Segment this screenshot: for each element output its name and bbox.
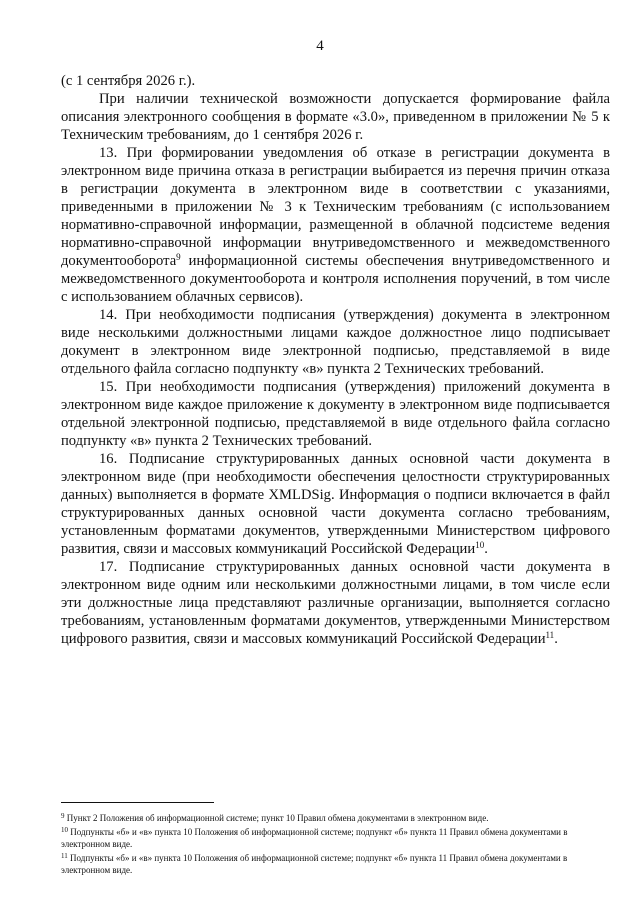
paragraph-17-end: .	[554, 631, 558, 647]
lead-line: (с 1 сентября 2026 г.).	[61, 73, 196, 89]
paragraph-16-text: 16. Подписание структурированных данных основной части документа в электронном виде (при необходимости обеспечения целостности структурированных данных) выполняется в формате XMLDSig. Информация о подписи включается в файл структурированных данных основной части документа согласно требованиям, установленным форматами документов, утвержденными Министерством цифрового развития, связи и массовых коммуникаций Российской Федерации	[61, 451, 610, 557]
paragraph-13-text: 13. При формировании уведомления об отказе в регистрации документа в электронном виде причина отказа в регистрации выбирается из перечня причин отказа в регистрации документа в электронном виде в соответствии с указаниями, приведенными в приложении № 3 к Техническим требованиям (с использованием нормативно-справочной информации, размещенной в облачной подсистеме ведения нормативно-справочной информации внутриведомственного и межведомственного документооборота	[61, 145, 610, 269]
footnote-text: Подпункты «б» и «в» пункта 10 Положения об информационной системе; подпункт «б» пункта 11 Правил обмена документами в электронном виде.	[61, 853, 568, 875]
footnote-11	[61, 852, 610, 876]
footnote-divider	[61, 802, 214, 803]
footnote-mark: 11	[61, 852, 68, 860]
footnote-mark: 10	[61, 826, 68, 834]
paragraph-13	[61, 144, 610, 306]
paragraph-16	[61, 450, 610, 558]
footnote-ref-10: 10	[475, 540, 485, 550]
footnote-ref-11: 11	[545, 630, 555, 640]
footnote-ref-9: 9	[176, 252, 181, 262]
paragraph-13-text-cont: информационной системы обеспечения внутриведомственного и межведомственного документооборота и контроля исполнения поручений, в том числе с использованием облачных сервисов).	[61, 253, 610, 305]
footnote-text: Подпункты «б» и «в» пункта 10 Положения об информационной системе; подпункт «б» пункта 11 Правил обмена документами в электронном виде.	[61, 827, 568, 849]
paragraph-14: 14. При необходимости подписания (утверждения) документа в электронном виде несколькими должностными лицами каждое должностное лицо подписывает документ в электронном виде электронной подписью, представляемой в виде отдельного файла согласно подпункту «в» пункта 2 Технических требований.	[61, 307, 610, 377]
page-number: 4	[316, 38, 324, 54]
footnote-9	[61, 812, 610, 824]
paragraph-15: 15. При необходимости подписания (утверждения) приложений документа в электронном виде каждое приложение к документу в электронном виде подписывается отдельной электронной подписью, представляемой в виде отдельного файла согласно подпункту «в» пункта 2 Технических требований.	[61, 379, 610, 449]
paragraph-17-text: 17. Подписание структурированных данных основной части документа в электронном виде одним или несколькими должностными лицами, в том числе если эти должностные лица представляют различные организации, выполняется согласно требованиям, установленным форматами документов, утвержденными Министерством цифрового развития, связи и массовых коммуникаций Российской Федерации	[61, 559, 610, 647]
paragraph-17	[61, 558, 610, 648]
footnote-10	[61, 826, 610, 850]
footnote-text: Пункт 2 Положения об информационной системе; пункт 10 Правил обмена документами в электронном виде.	[64, 813, 489, 823]
document-body	[61, 72, 610, 648]
paragraph-format-note: При наличии технической возможности допускается формирование файла описания электронного сообщения в формате «3.0», приведенном в приложении № 5 к Техническим требованиям, до 1 сентября 2026 г.	[61, 91, 610, 143]
footnote-mark: 9	[61, 812, 65, 820]
paragraph-16-end: .	[484, 541, 488, 557]
footnotes	[61, 812, 610, 878]
